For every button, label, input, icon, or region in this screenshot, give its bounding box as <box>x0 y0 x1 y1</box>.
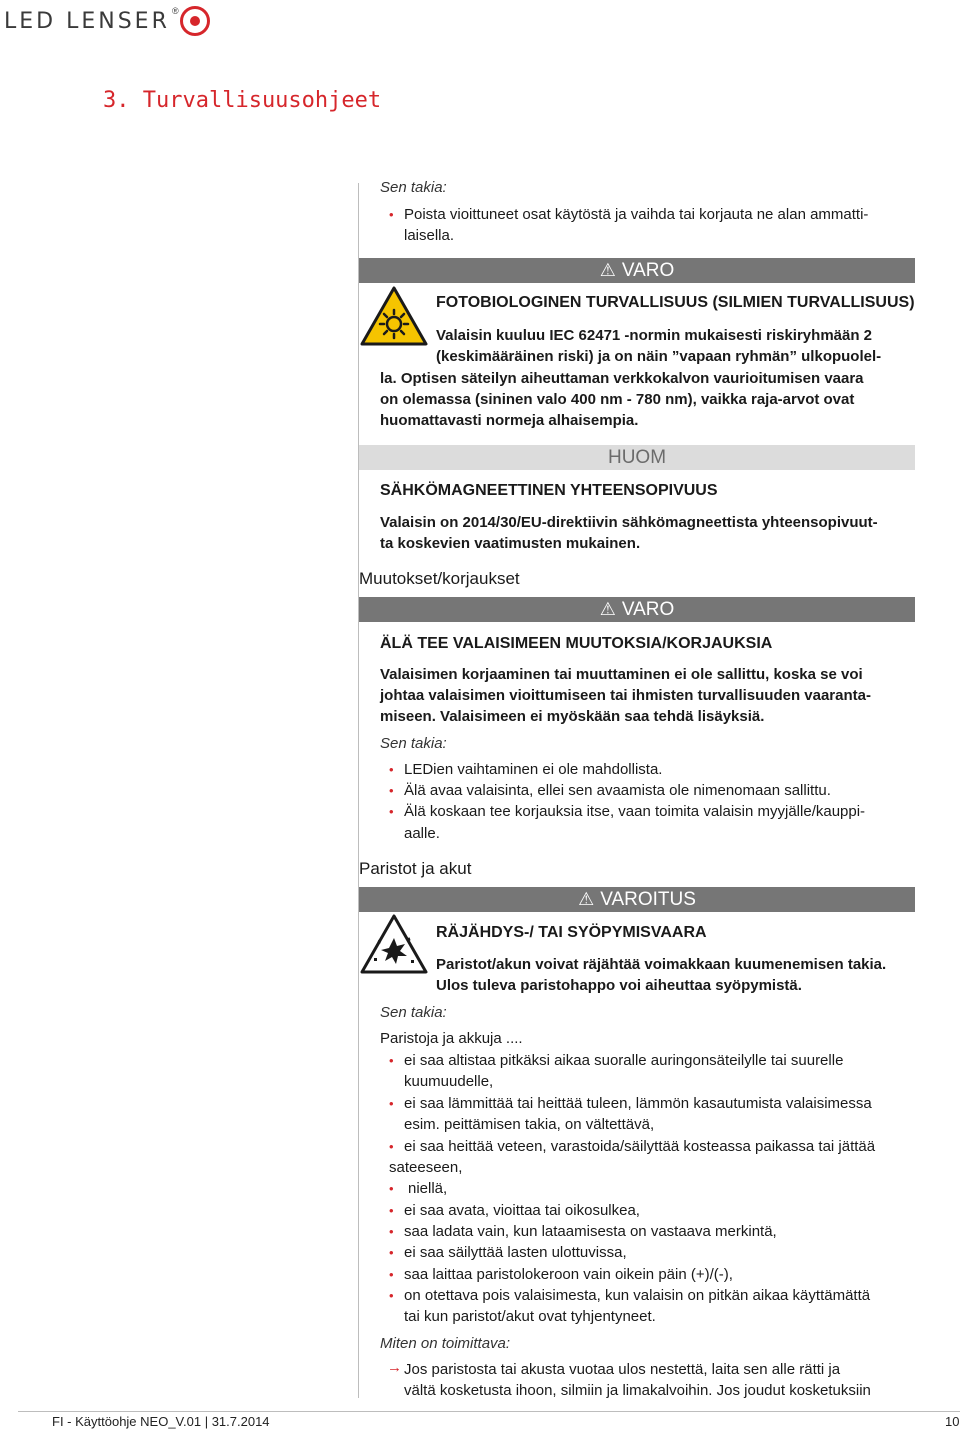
warning-icon: ⚠ <box>599 260 616 280</box>
warning-text-line: Valaisimen korjaaminen tai muuttaminen ei ole sallittu, koska se voi <box>380 666 863 683</box>
bullet-text: LEDien vaihtaminen ei ole mahdollista. <box>404 761 663 778</box>
action-text-cont: vältä kosketusta ihoon, silmiin ja limakalvoihin. Jos joudut kosketuksiin <box>404 1382 871 1399</box>
bullet-text: Älä avaa valaisinta, ellei sen avaamista ole nimenomaan sallittu. <box>404 782 831 799</box>
bullet-text: niellä, <box>408 1180 448 1197</box>
warning-text-line: on olemassa (sininen valo 400 nm - 780 nm), vaikka raja-arvot ovat <box>380 391 855 408</box>
warning-banner-label: VARO <box>621 259 675 281</box>
warning-text-line: Ulos tuleva paristohappo voi aiheuttaa syöpymistä. <box>436 977 802 994</box>
page-number: 10 <box>945 1414 960 1429</box>
bullet-text: ei saa lämmittää tai heittää tuleen, lämmön kasautumista valaisimessa <box>404 1095 872 1112</box>
bullet-icon: • <box>389 1288 394 1303</box>
warning-banner <box>359 887 915 912</box>
bullet-text: ei saa säilyttää lasten ulottuvissa, <box>404 1244 627 1261</box>
arrow-right-icon: → <box>387 1359 402 1376</box>
brand-logo <box>4 6 210 36</box>
reason-label: Sen takia: <box>380 735 447 752</box>
bullet-icon: • <box>389 804 394 819</box>
bullet-icon: • <box>389 1181 394 1196</box>
warning-icon: ⚠ <box>578 889 595 909</box>
bullet-icon: • <box>389 1267 394 1282</box>
subsection-title-batteries: Paristot ja akut <box>359 859 472 878</box>
note-text-line: ta koskevien vaatimusten mukainen. <box>380 535 641 552</box>
bullet-text: ei saa heittää veteen, varastoida/säilyttää kosteassa paikassa tai jättää <box>404 1138 876 1155</box>
note-banner <box>359 445 915 470</box>
bullet-text: ei saa avata, vioittaa tai oikosulkea, <box>404 1202 640 1219</box>
bullet-text: Älä koskaan tee korjauksia itse, vaan toimita valaisin myyjälle/kauppi- <box>404 803 866 820</box>
warning-heading: ÄLÄ TEE VALAISIMEEN MUUTOKSIA/KORJAUKSIA <box>380 635 773 652</box>
warning-icon: ⚠ <box>599 599 616 619</box>
battery-intro: Paristoja ja akkuja .... <box>380 1030 523 1047</box>
warning-text-line: miseen. Valaisimeen ei myöskään saa tehdä lisäyksiä. <box>380 708 765 725</box>
brand-name: LED LENSER <box>4 8 170 34</box>
warning-banner-label: VARO <box>621 598 675 620</box>
action-text: Jos paristosta tai akusta vuotaa ulos nestettä, laita sen alle rätti ja <box>404 1361 841 1378</box>
reason-label: Sen takia: <box>380 1004 447 1021</box>
warning-banner <box>359 258 915 283</box>
note-text-line: Valaisin on 2014/30/EU-direktiivin sähkömagneettista yhteensopivuut- <box>380 514 878 531</box>
bullet-icon: • <box>389 1139 394 1154</box>
warning-banner <box>359 597 915 622</box>
warning-text-line: Paristot/akun voivat räjähtää voimakkaan kuumenemisen takia. <box>436 956 887 973</box>
bullet-icon: • <box>389 783 394 798</box>
bullet-text-cont: kuumuudelle, <box>404 1073 494 1090</box>
bullet-text-cont: sateeseen, <box>389 1159 463 1176</box>
warning-text-line: huomattavasti normeja alhaisempia. <box>380 412 639 429</box>
action-label: Miten on toimittava: <box>380 1335 511 1352</box>
bullet-icon: • <box>389 1053 394 1068</box>
bullet-text: saa ladata vain, kun lataamisesta on vastaava merkintä, <box>404 1223 777 1240</box>
bullet-text: Poista vioittuneet osat käytöstä ja vaihda tai korjauta ne alan ammatti- <box>404 206 869 223</box>
bullet-icon: • <box>389 1224 394 1239</box>
footer-divider <box>18 1411 960 1412</box>
warning-text-line: (keskimääräinen riski) ja on näin ”vapaan ryhmän” ulkopuolel- <box>436 348 882 365</box>
bullet-icon: • <box>389 1203 394 1218</box>
note-banner-label: HUOM <box>607 446 667 468</box>
warning-heading: FOTOBIOLOGINEN TURVALLISUUS (SILMIEN TURVALLISUUS) <box>436 294 915 311</box>
note-heading: SÄHKÖMAGNEETTINEN YHTEENSOPIVUUS <box>380 482 718 499</box>
registered-mark: ® <box>172 6 179 16</box>
optical-radiation-warning-icon <box>360 286 428 346</box>
warning-text-line: Valaisin kuuluu IEC 62471 -normin mukaisesti riskiryhmään 2 <box>436 327 873 344</box>
bullet-text-cont: tai kun paristot/akut ovat tyhjentyneet. <box>404 1308 656 1325</box>
bullet-icon: • <box>389 762 394 777</box>
warning-heading: RÄJÄHDYS-/ TAI SYÖPYMISVAARA <box>436 924 707 941</box>
bullet-text: ei saa altistaa pitkäksi aikaa suoralle auringonsäteilylle tai suurelle <box>404 1052 844 1069</box>
bullet-icon: • <box>389 1096 394 1111</box>
reason-label: Sen takia: <box>380 179 447 196</box>
subsection-title-modifications: Muutokset/korjaukset <box>359 569 520 588</box>
warning-text-line: la. Optisen säteilyn aiheuttaman verkkokalvon vaurioitumisen vaara <box>380 370 864 387</box>
bullet-text-cont: esim. peittämisen takia, on vältettävä, <box>404 1116 655 1133</box>
bullet-text: on otettava pois valaisimesta, kun valaisin on pitkän aikaa käyttämättä <box>404 1287 871 1304</box>
bullet-icon: • <box>389 1245 394 1260</box>
bullet-text-cont: laisella. <box>404 227 455 244</box>
bullet-text-cont: aalle. <box>404 825 440 842</box>
warning-text-line: johtaa valaisimen vioittumiseen tai ihmisten turvallisuuden vaaranta- <box>380 687 871 704</box>
brand-circle-icon <box>180 6 210 36</box>
explosive-hazard-icon <box>360 914 428 974</box>
section-title: 3. Turvallisuusohjeet <box>103 88 382 113</box>
bullet-text: saa laittaa paristolokeroon vain oikein päin (+)/(-), <box>404 1266 733 1283</box>
column-divider <box>358 183 359 1398</box>
footer-doc-info: FI - Käyttöohje NEO_V.01 | 31.7.2014 <box>52 1414 270 1429</box>
warning-banner-label: VAROITUS <box>600 888 696 910</box>
bullet-icon: • <box>389 207 394 222</box>
